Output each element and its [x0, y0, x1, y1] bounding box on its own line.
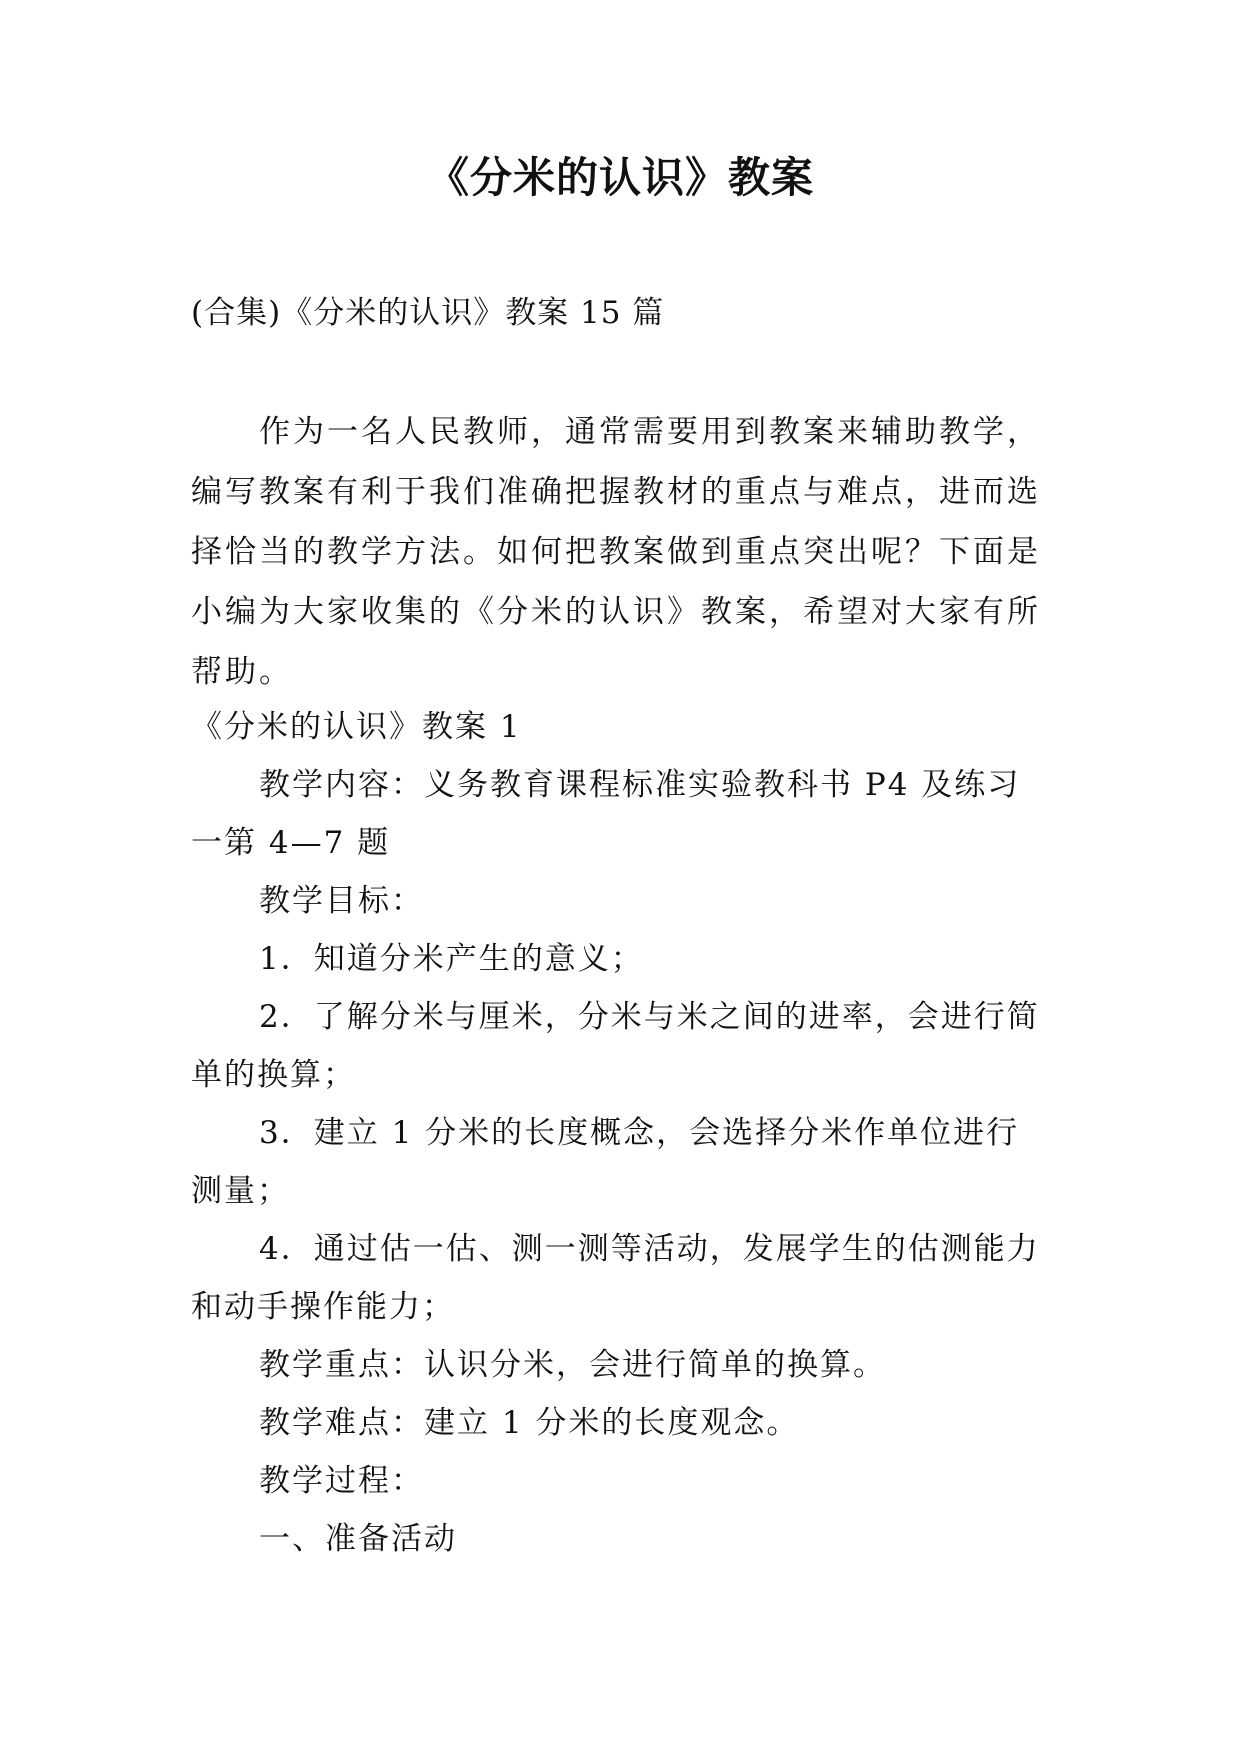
section-heading: 《分米的认识》教案 1 — [191, 709, 522, 745]
intro-paragraph: 作为一名人民教师，通常需要用到教案来辅助教学，编写教案有利于我们准确把握教材的重点与难点，进而选择恰当的教学方法。如何把教案做到重点突出呢？下面是小编为大家收集的《分米的认识》教案，希望对大家有所帮助。 — [191, 414, 1041, 690]
objective-item: 1．知道分米产生的意义； — [259, 941, 644, 977]
document-title: 《分米的认识》教案 — [426, 153, 814, 202]
objectives-label: 教学目标： — [259, 883, 424, 919]
document-subtitle: (合集)《分米的认识》教案 15 篇 — [191, 295, 665, 331]
teaching-content: 教学内容：义务教育课程标准实验教科书 P4 及练习一第 4—7 题 — [191, 767, 1021, 861]
process-label: 教学过程： — [259, 1463, 424, 1499]
key-point: 教学重点：认识分米，会进行简单的换算。 — [259, 1347, 886, 1383]
difficulty-point: 教学难点：建立 1 分米的长度观念。 — [259, 1405, 800, 1441]
objective-item: 4．通过估一估、测一测等活动，发展学生的估测能力和动手操作能力； — [191, 1231, 1040, 1325]
objective-item: 3．建立 1 分米的长度概念，会选择分米作单位进行测量； — [191, 1115, 1020, 1209]
process-step: 一、准备活动 — [259, 1521, 457, 1557]
lesson-plan-section — [191, 698, 1051, 1568]
objective-item: 2．了解分米与厘米，分米与米之间的进率，会进行简单的换算； — [191, 999, 1040, 1093]
